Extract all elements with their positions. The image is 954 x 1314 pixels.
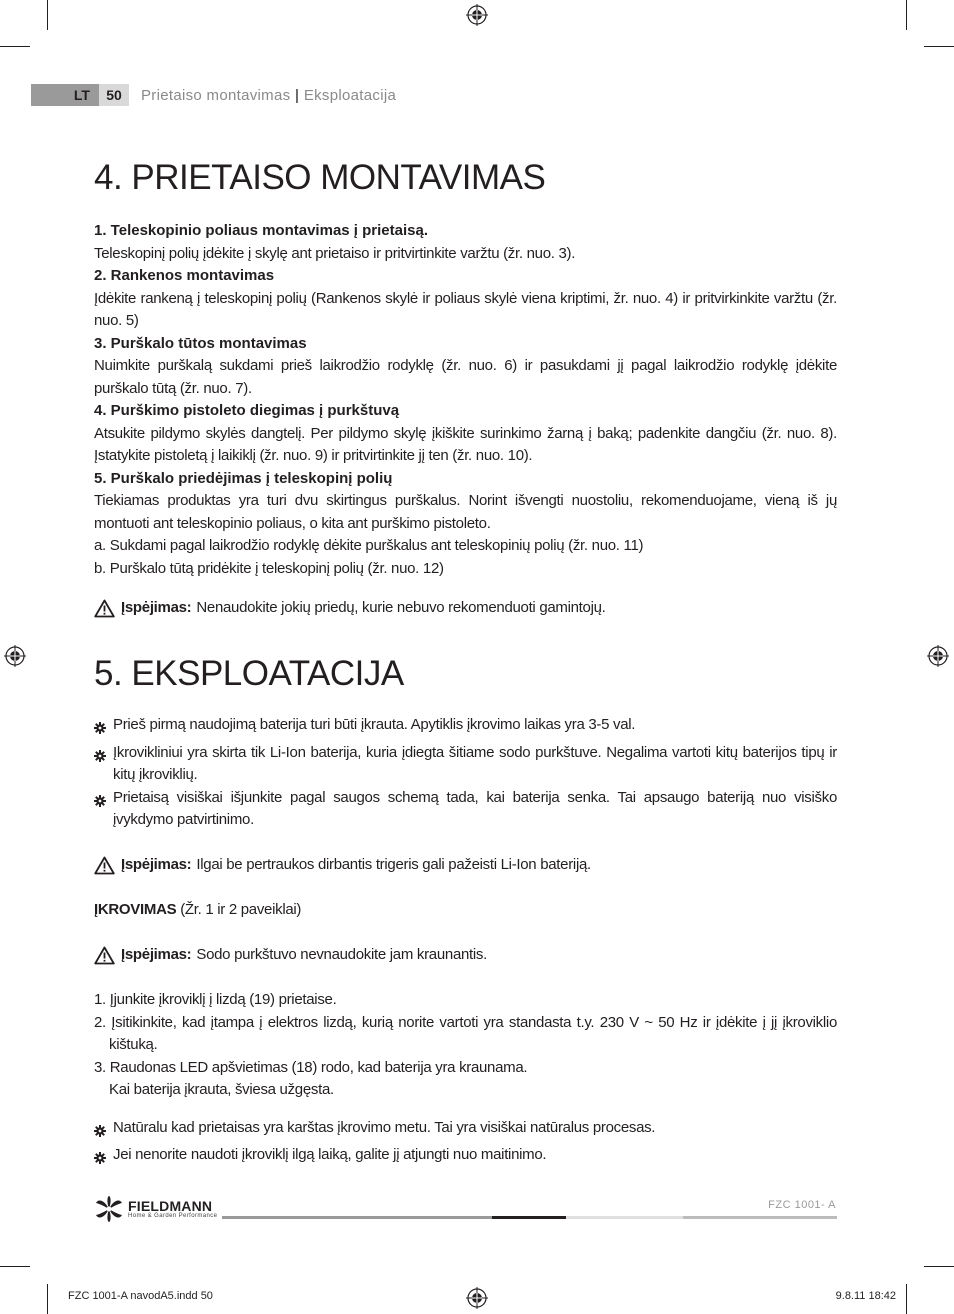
bullet-gear-icon (94, 750, 106, 762)
registration-mark-icon (466, 1287, 488, 1309)
crop-mark (0, 1266, 30, 1267)
list-item-text: Jei nenorite naudoti įkroviklį ilgą laiką, galite jį atjungti nuo maitinimo. (113, 1146, 547, 1163)
list-item-text: Įkrovikliniui yra skirta tik Li-Ion baterija, kuria įdiegta šitiame sodo purkštuve. Negalima vartoti kitų baterijos tipų ir kitų įkroviklių. (113, 743, 837, 783)
crop-mark (924, 1266, 954, 1267)
section-title: 5. EKSPLOATACIJA (94, 654, 404, 693)
section-title: 4. PRIETAISO MONTAVIMAS (94, 158, 546, 197)
list-item (94, 1144, 837, 1172)
crop-mark (906, 0, 907, 30)
list-item (94, 714, 837, 742)
warning-label: Įspėjimas: (121, 599, 192, 616)
warning (94, 597, 837, 620)
list-item (94, 1117, 837, 1145)
step-text: Nuimkite purškalą sukdami prieš laikrodžio rodyklę (žr. nuo. 6) ir pasukdami jį pagal laikrodžio rodyklę įdėkite purškalo tūtą (žr. nuo. 7). (94, 357, 837, 397)
print-slug-date: 9.8.11 18:42 (835, 1290, 896, 1302)
list-item-text: Natūralu kad prietaisas yra karštas įkrovimo metu. Tai yra visiškai natūralus procesas. (113, 1118, 656, 1136)
page-number: 50 (99, 84, 129, 106)
model-code: FZC 1001- A (768, 1199, 836, 1211)
footer-rule (683, 1216, 837, 1219)
list-item-text: Prieš pirmą naudojimą baterija turi būti įkrauta. Apytiklis įkrovimo laikas yra 3-5 val. (113, 716, 636, 733)
charging-reference: (Žr. 1 ir 2 paveiklai) (180, 901, 302, 918)
numbered-step: 2. Įsitikinkite, kad įtampa į elektros lizdą, kurią norite vartoti yra standasta t.y. 230 V ~ 50 Hz ir įdėkite į jį įkroviklio kištuką. (94, 1013, 837, 1053)
section-assembly (94, 158, 837, 620)
brand-logo (94, 1196, 217, 1222)
footer-rule (492, 1216, 566, 1219)
language-tab: LT (31, 84, 99, 106)
step-heading: 2. Rankenos montavimas (94, 267, 275, 284)
bullet-gear-icon (94, 722, 106, 734)
crop-mark (0, 46, 30, 47)
crop-mark (924, 46, 954, 47)
crop-mark (47, 1284, 48, 1314)
step-substep: a. Sukdami pagal laikrodžio rodyklę dėkite purškalus ant teleskopinių polių (žr. nuo. 11) (94, 537, 644, 554)
crop-mark (47, 0, 48, 30)
brand-tagline: Home & Garden Performance (128, 1213, 218, 1219)
step-substep: b. Purškalo tūtą pridėkite į teleskopinį polių (žr. nuo. 12) (94, 559, 444, 577)
charging-label: ĮKROVIMAS (94, 901, 177, 918)
warning-text: Nenaudokite jokių priedų, kurie nebuvo rekomenduoti gamintojų. (196, 599, 606, 616)
step-heading: 3. Purškalo tūtos montavimas (94, 334, 307, 352)
header-title-part2: Eksploatacija (303, 86, 397, 104)
warning-text: Ilgai be pertraukos dirbantis trigeris gali pažeisti Li-Ion bateriją. (196, 856, 591, 873)
list-item (94, 742, 837, 787)
charging-heading (94, 899, 837, 922)
warning (94, 854, 837, 877)
step-text: Tiekiamas produktas yra turi dvu skirtingus purškalus. Norint išvengti nuostoliu, rekomenduojame, vieną iš jų montuoti ant teleskopinio poliaus, o kita ant purškimo pistoleto. (94, 492, 837, 532)
crop-mark (906, 1284, 907, 1314)
step-text: Įdėkite rankeną į teleskopinį polių (Rankenos skylė ir poliaus skylė viena kriptimi, žr. nuo. 4) ir pritvirkinkite varžtu (žr. nuo. 5) (94, 289, 837, 329)
list-item (94, 787, 837, 832)
warning-triangle-icon (94, 856, 115, 875)
running-header (31, 84, 396, 106)
warning (94, 944, 837, 967)
step-text: Teleskopinį polių įdėkite į skylę ant prietaiso ir pritvirtinkite varžtu (žr. nuo. 3). (94, 244, 576, 262)
header-title (141, 87, 396, 104)
warning-triangle-icon (94, 946, 115, 965)
step-heading: 1. Teleskopinio poliaus montavimas į prietaisą. (94, 222, 428, 239)
warning-label: Įspėjimas: (121, 946, 192, 963)
warning-label: Įspėjimas: (121, 856, 192, 873)
fieldmann-fan-icon (94, 1196, 124, 1222)
step-heading: 5. Purškalo priedėjimas į teleskopinį polių (94, 469, 393, 487)
print-slug-file: FZC 1001-A navodA5.indd 50 (68, 1290, 213, 1302)
registration-mark-icon (4, 645, 26, 667)
numbered-step: 1. Įjunkite įkroviklį į lizdą (19) prietaise. (94, 991, 337, 1008)
numbered-step: 3. Raudonas LED apšvietimas (18) rodo, kad baterija yra kraunama. (94, 1058, 528, 1076)
header-title-part1: Prietaiso montavimas (141, 86, 291, 104)
registration-mark-icon (927, 645, 949, 667)
registration-mark-icon (466, 4, 488, 26)
step-text: Atsukite pildymo skylės dangtelį. Per pildymo skylę įkiškite surinkimo žarną į baką; padenkite dangčiu (žr. nuo. 8). Įstatykite pistoletą į laikiklį (žr. nuo. 9) ir pritvirtinkite jį ten (žr. nuo. 10). (94, 424, 837, 464)
footer-rule (222, 1216, 492, 1219)
warning-text: Sodo purkštuvo nevnaudokite jam kraunantis. (196, 946, 487, 963)
bullet-gear-icon (94, 795, 106, 807)
list-item-text: Prietaisą visiškai išjunkite pagal saugos schemą tada, kai baterija senka. Tai apsaugo bateriją nuo visiško įvykdymo patvirtinimo. (113, 788, 837, 828)
brand-name: FIELDMANN (128, 1198, 213, 1214)
step-heading: 4. Purškimo pistoleto diegimas į purkštuvą (94, 402, 400, 419)
warning-triangle-icon (94, 599, 115, 618)
footer-rule (566, 1216, 683, 1219)
section-operation (94, 654, 837, 1172)
header-title-separator: | (294, 86, 300, 104)
bullet-gear-icon (94, 1125, 106, 1137)
bullet-gear-icon (94, 1152, 106, 1164)
numbered-step-continuation: Kai baterija įkrauta, šviesa užgęsta. (109, 1081, 334, 1098)
